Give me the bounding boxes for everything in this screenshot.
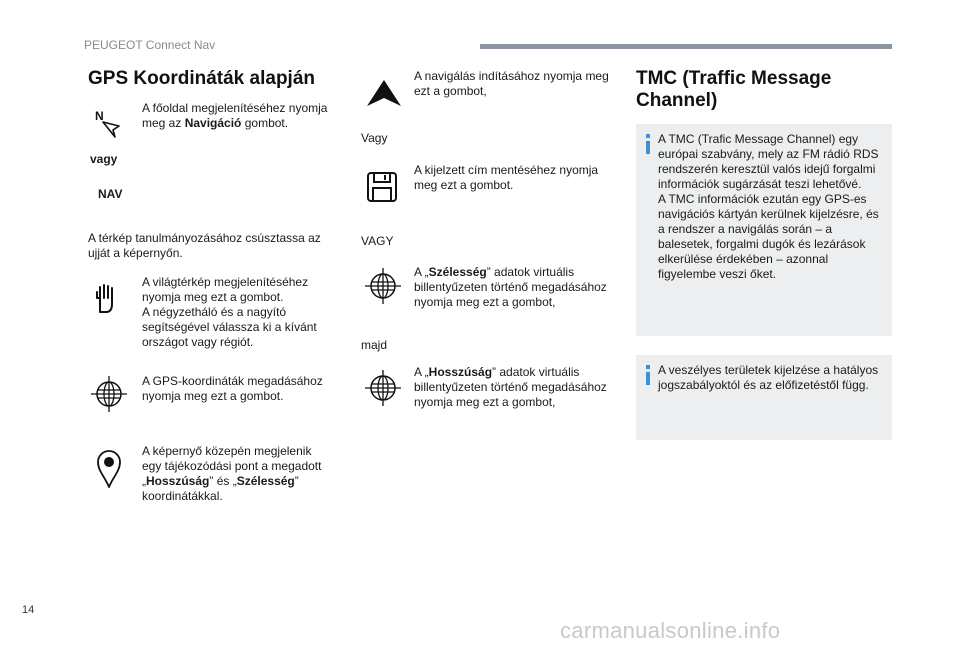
- step-main-page: A főoldal megjelenítéséhez nyomja meg az Navigáció gombot.: [142, 101, 328, 130]
- info-text-tmc: A TMC (Trafic Message Channel) egy európai szabvány, mely az FM rádió RDS rendszerén keresztül valós idejű forgalmi információk sugárzását teszi lehetővé. A TMC információk ezután egy GPS-es navigációs kártyán kerülnek kijelzésre, és a rendszer a navigálás során – a balesetek, forgalmi dugók és lezárások elkerülése érdekében – azonnal figyelembe veszi őket.: [658, 132, 879, 281]
- navigate-arrow-icon: [365, 78, 403, 108]
- info-icon-dot-2: [646, 365, 650, 369]
- save-disk-icon: [366, 171, 398, 203]
- or-label-3: VAGY: [361, 234, 394, 248]
- header-title: PEUGEOT Connect Nav: [84, 38, 216, 52]
- info-icon-dot: [646, 134, 650, 138]
- or-label: vagy: [90, 152, 118, 166]
- navigation-arrow-icon: [93, 108, 123, 138]
- hand-swipe-icon: [92, 282, 124, 316]
- info-text-danger-zones: A veszélyes területek kijelzése a hatályos jogszabályoktól és az előfizetéstől függ.: [658, 363, 879, 392]
- or-label-2: Vagy: [361, 131, 388, 145]
- then-label: majd: [361, 338, 388, 352]
- latitude-text: A „Szélesség” adatok virtuális billentyűzeten történő megadásához nyomja meg ezt a gombot,: [414, 265, 607, 309]
- save-address-text: A kijelzett cím mentéséhez nyomja meg ezt a gombot.: [414, 163, 599, 192]
- header-divider: [480, 44, 892, 49]
- info-box-danger-zones: [636, 355, 892, 440]
- page-number: 14: [22, 604, 35, 616]
- globe-crosshair-icon: [91, 375, 127, 413]
- globe-longitude-icon: [365, 369, 401, 407]
- section-title-tmc: TMC (Traffic Message Channel): [636, 68, 832, 111]
- navigate-text: A navigálás indításához nyomja meg ezt a gombot,: [414, 69, 609, 98]
- north-letter: N: [95, 109, 104, 123]
- info-icon-bar: [646, 141, 650, 154]
- globe-latitude-icon: [365, 267, 401, 305]
- info-icon-bar-2: [646, 372, 650, 385]
- watermark: carmanualsonline.info: [560, 618, 781, 643]
- pin-info-text: A képernyő közepén megjelenik egy tájékozódási pont a megadott „Hosszúság” és „Szélesség” koordinátákkal.: [142, 444, 322, 503]
- gps-coordinates-text: A GPS-koordináták megadásához nyomja meg ezt a gombot.: [142, 374, 323, 403]
- info-box-tmc: [636, 124, 892, 336]
- map-intro-text: A térkép tanulmányozásához csúsztassa az ujját a képernyőn.: [88, 231, 321, 260]
- section-title-gps: GPS Koordináták alapján: [88, 68, 315, 89]
- location-pin-icon: [95, 447, 123, 489]
- nav-button-label: NAV: [98, 187, 123, 201]
- longitude-text: A „Hosszúság” adatok virtuális billentyűzeten történő megadásához nyomja meg ezt a gombot,: [414, 365, 607, 409]
- world-map-text: A világtérkép megjelenítéséhez nyomja meg ezt a gombot. A négyzetháló és a nagyító segítségével válassza ki a kívánt országot vagy régiót.: [142, 275, 317, 349]
